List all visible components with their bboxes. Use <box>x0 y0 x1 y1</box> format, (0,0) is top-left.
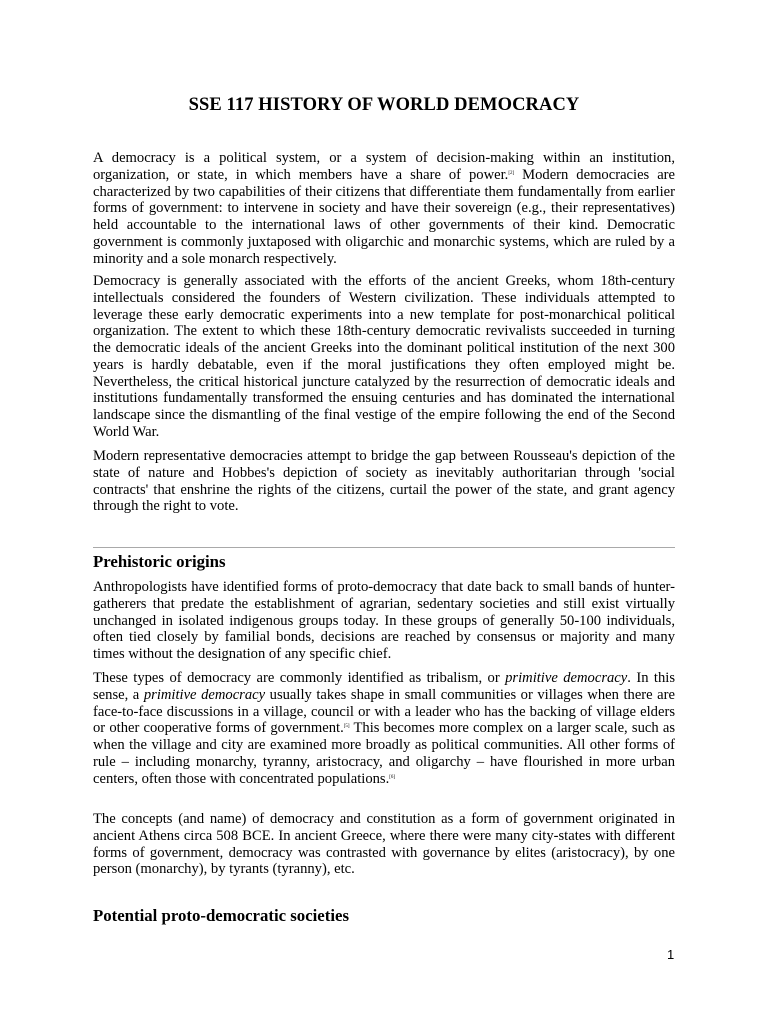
intro-paragraph-2 <box>93 273 675 441</box>
page-number: 1 <box>667 947 675 962</box>
intro-p2-text: Democracy is generally associated with the efforts of the ancient Greeks, whom 18th-century intellectuals considered the founders of Western civilization. These individuals attempted to leverage these early democratic experiments into a new template for post-monarchical political organization. The extent to which these 18th-century democratic revivalists succeeded in turning the democratic ideals of the ancient Greeks into the dominant political institution of the next 300 years is hardly debatable, even if the moral justifications they often employed might be. Nevertheless, the critical historical juncture catalyzed by the resurrection of democratic ideals and institutions fundamentally transformed the ensuing centuries and has dominated the international landscape since the dismantling of the final vestige of the empire following the end of the Second World War. <box>93 273 675 440</box>
primitive-democracy-term: primitive democracy <box>505 670 628 686</box>
intro-p3-text: Modern representative democracies attempt to bridge the gap between Rousseau's depiction of the state of nature and Hobbes's depiction of society as inevitably authoritarian through 'social contracts' that enshrine the rights of the citizens, curtail the power of the state, and grant agency through the right to vote. <box>93 448 675 515</box>
primitive-democracy-term-2: primitive democracy <box>143 686 266 703</box>
prehistoric-p3-text: The concepts (and name) of democracy and constitution as a form of government originated in ancient Athens circa 508 BCE. In ancient Greece, where there were many city-states with different forms of government, democracy was contrasted with governance by elites (aristocracy), by one person (monarchy), by tyrants (tyranny), etc. <box>93 811 675 878</box>
section-heading-prehistoric: Prehistoric origins <box>93 552 226 571</box>
intro-paragraph-1 <box>93 150 675 267</box>
intro-p1-text-continued: Modern democracies are characterized by two capabilities of their citizens that differentiate them fundamentally from earlier forms of government: to intervene in society and have their sovereign (e.g., their representatives) held accountable to the international laws of other governments of their kind. Democratic government is commonly juxtaposed with oligarchic and monarchic systems, which are ruled by a minority and a sole monarch respectively. <box>93 166 676 267</box>
intro-paragraph-3 <box>93 448 675 515</box>
prehistoric-p2-text-b: . In this sense, a <box>93 670 676 703</box>
citation-5[interactable]: [5] <box>343 724 350 730</box>
citation-6[interactable]: [6] <box>389 774 396 780</box>
section-divider <box>93 547 675 548</box>
prehistoric-p2-text-a: These types of democracy are commonly identified as tribalism, or <box>93 670 506 686</box>
prehistoric-paragraph-2 <box>93 670 675 787</box>
citation-2[interactable]: [2] <box>508 170 515 176</box>
prehistoric-paragraph-1 <box>93 579 675 663</box>
prehistoric-paragraph-3 <box>93 811 675 878</box>
section-heading-proto-democratic: Potential proto-democratic societies <box>93 906 349 925</box>
prehistoric-p2-text-c: usually takes shape in small communities or villages when there are face-to-face discussions in a village, council or with a leader who has the backing of village elders or other cooperative forms of government. <box>93 686 675 737</box>
prehistoric-p1-text: Anthropologists have identified forms of proto-democracy that date back to small bands of hunter-gatherers that predate the establishment of agrarian, sedentary societies and still exist virtually unchanged in isolated indigenous groups today. In these groups of generally 50-100 individuals, often tied closely by familial bonds, decisions are reached by consensus or majority and many times without the designation of any specific chief. <box>93 579 675 662</box>
prehistoric-p2-text-d: This becomes more complex on a larger scale, such as when the village and city are examined more broadly as political communities. All other forms of rule – including monarchy, tyranny, aristocracy, and oligarchy – have flourished in more urban centers, often those with concentrated populations. <box>93 720 675 787</box>
intro-p1-text: A democracy is a political system, or a system of decision-making within an institution, organization, or state, in which members have a share of power. <box>93 150 675 183</box>
document-title: SSE 117 HISTORY OF WORLD DEMOCRACY <box>188 95 580 115</box>
